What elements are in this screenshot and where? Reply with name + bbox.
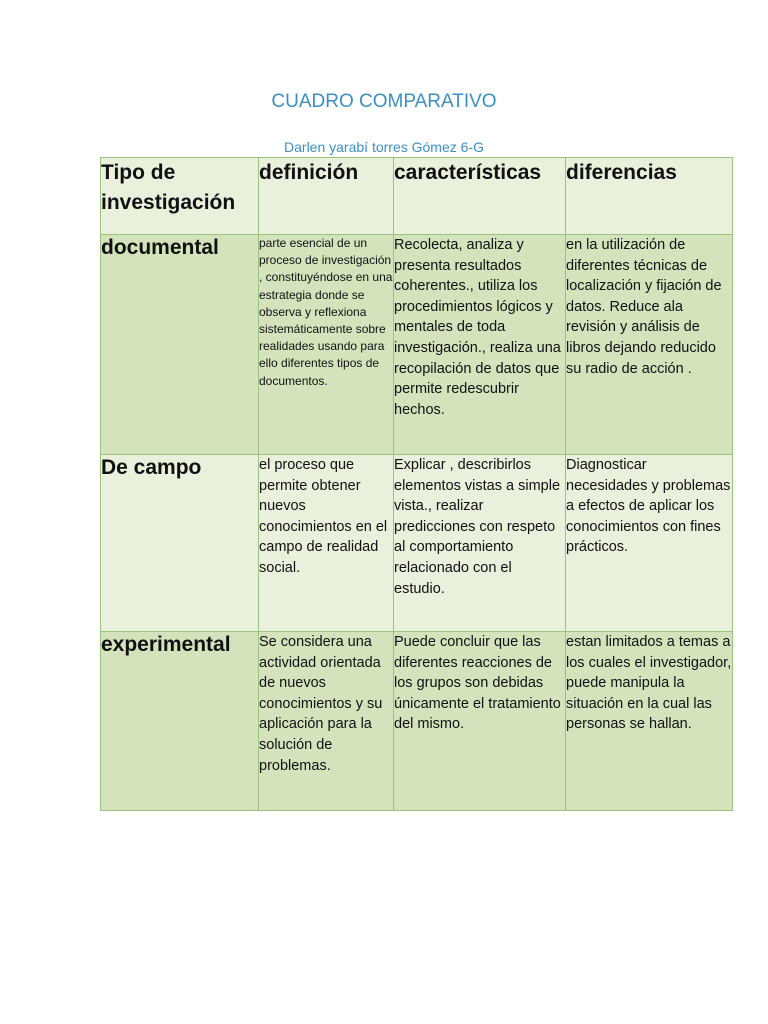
row-caracteristicas-cell: Puede concluir que las diferentes reacciones de los grupos son debidas únicamente el tratamiento del mismo. xyxy=(394,632,566,811)
table-row xyxy=(101,235,733,455)
row-diferencias-cell: en la utilización de diferentes técnicas de localización y fijación de datos. Reduce ala revisión y análisis de libros dejando reducido su radio de acción . xyxy=(566,235,733,455)
header-diferencias: diferencias xyxy=(566,158,733,235)
row-diferencias-cell: Diagnosticar necesidades y problemas a efectos de aplicar los conocimientos con fines prácticos. xyxy=(566,455,733,632)
row-caracteristicas-cell: Explicar , describirlos elementos vistas a simple vista., realizar predicciones con respeto al comportamiento relacionado con el estudio. xyxy=(394,455,566,632)
comparison-table xyxy=(100,157,733,811)
row-type-label: documental xyxy=(101,235,259,455)
row-definicion-cell: Se considera una actividad orientada de nuevos conocimientos y su aplicación para la solución de problemas. xyxy=(259,632,394,811)
document-author: Darlen yarabí torres Gómez 6-G xyxy=(284,139,484,155)
table-row xyxy=(101,632,733,811)
row-definicion-cell: parte esencial de un proceso de investigación , constituyéndose en una estrategia donde se observa y reflexiona sistemáticamente sobre realidades usando para ello diferentes tipos de documentos. xyxy=(259,235,394,455)
table-header-row xyxy=(101,158,733,235)
row-caracteristicas-cell: Recolecta, analiza y presenta resultados coherentes., utiliza los procedimientos lógicos y mentales de toda investigación., realiza una recopilación de datos que permite redescubrir hechos. xyxy=(394,235,566,455)
row-type-label: experimental xyxy=(101,632,259,811)
header-definicion: definición xyxy=(259,158,394,235)
header-caracteristicas: características xyxy=(394,158,566,235)
table-row xyxy=(101,455,733,632)
header-tipo: Tipo de investigación xyxy=(101,158,259,235)
document-title: CUADRO COMPARATIVO xyxy=(271,91,497,112)
row-type-label: De campo xyxy=(101,455,259,632)
row-definicion-cell: el proceso que permite obtener nuevos conocimientos en el campo de realidad social. xyxy=(259,455,394,632)
row-diferencias-cell: estan limitados a temas a los cuales el investigador, puede manipula la situación en la cual las personas se hallan. xyxy=(566,632,733,811)
